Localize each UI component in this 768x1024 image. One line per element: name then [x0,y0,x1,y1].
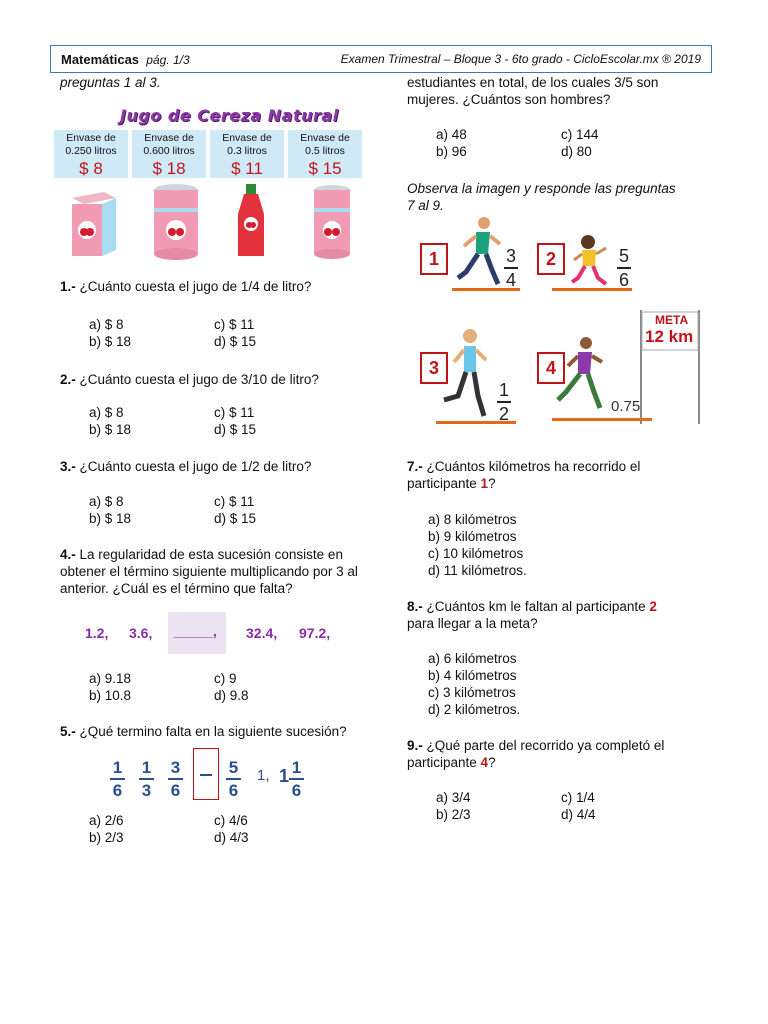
runner-number-4: 4 [537,352,565,384]
header-exam-title: Examen Trimestral – Bloque 3 - 6to grado - CicloEscolar.mx ® 2019 [340,52,701,66]
option-c[interactable]: c) 144 [561,127,599,142]
option-b[interactable]: b) 2/3 [89,830,124,845]
sequence-term: 1.2, [85,625,109,641]
runner-number-1: 1 [420,243,448,275]
fraction: 1 6 [289,758,304,800]
meta-label: META [655,313,689,327]
option-c[interactable]: c) 3 kilómetros [428,685,516,700]
fraction: 3 6 [168,758,183,800]
question-9: 9.- ¿Qué parte del recorrido ya completó el participante 4? [407,738,665,770]
question-2: 2.- ¿Cuánto cuesta el jugo de 3/10 de litro? [60,372,319,387]
question-8-options [428,650,520,718]
option-d[interactable]: d) 11 kilómetros. [428,563,527,578]
option-c[interactable]: c) $ 11 [214,405,255,420]
option-a[interactable]: a) 8 kilómetros [428,512,517,527]
option-a[interactable]: a) 9.18 [89,671,132,686]
question-7: 7.- ¿Cuántos kilómetros ha recorrido el participante 1? [407,459,641,491]
option-d[interactable]: d) 9.8 [214,688,249,703]
option-a[interactable]: a) 2/6 [89,813,124,828]
option-d[interactable]: d) 80 [561,144,592,159]
runner-2-fraction: 5 6 [618,246,629,290]
runner-1-icon [452,214,504,290]
sequence-term: 97.2, [299,625,331,641]
meta-distance: 12 km [645,327,694,346]
juice-bottle-icon [238,184,264,256]
option-a[interactable]: a) 6 kilómetros [428,651,517,666]
price-box: Envase de 0.3 litros $ 11 [210,130,284,178]
option-b[interactable]: b) 10.8 [89,688,132,703]
option-c[interactable]: c) 1/4 [561,790,595,805]
option-b[interactable]: b) $ 18 [89,422,132,437]
option-a[interactable]: a) $ 8 [89,317,124,332]
option-b[interactable]: b) 96 [436,144,467,159]
question-3-options [89,493,334,527]
track-line [552,418,652,421]
runner-number-3: 3 [420,352,448,384]
option-b[interactable]: b) $ 18 [89,334,132,349]
fraction: 1 3 [139,758,154,800]
price-box: Envase de 0.600 litros $ 18 [132,130,206,178]
juice-carton-icon [72,192,116,256]
runner-4-icon [552,334,610,416]
option-b[interactable]: b) $ 18 [89,511,132,526]
option-a[interactable]: a) 3/4 [436,790,471,805]
option-d[interactable]: d) 4/3 [214,830,249,845]
option-a[interactable]: a) 48 [436,127,467,142]
runner-4-decimal: 0.75 [611,398,641,415]
price-table [54,130,362,178]
question-2-options [89,404,334,438]
mixed-whole: 1 [279,766,290,786]
question-5: 5.- ¿Qué termino falta en la siguiente sucesión? [60,724,347,739]
sequence-term: 3.6, [129,625,153,641]
sequence-blank: _____, [174,623,217,639]
question-8: 8.- ¿Cuántos km le faltan al participante 2 para llegar a la meta? [407,599,657,631]
option-c[interactable]: c) $ 11 [214,494,255,509]
page-header [50,45,712,73]
juice-containers-illustration [54,180,374,262]
option-d[interactable]: d) $ 15 [214,422,257,437]
question-7-options [428,511,527,579]
runner-2-icon [568,234,612,290]
juice-can-icon [154,184,198,260]
juice-can-icon [314,185,350,259]
whole-number: 1, [257,767,270,784]
option-d[interactable]: d) $ 15 [214,511,257,526]
question-1-options [89,316,334,350]
price-box: Envase de 0.5 litros $ 15 [288,130,362,178]
question-9-options [436,789,681,823]
option-c[interactable]: c) 4/6 [214,813,248,828]
price-box: Envase de 0.250 litros $ 8 [54,130,128,178]
option-b[interactable]: b) 9 kilómetros [428,529,517,544]
option-c[interactable]: c) 9 [214,671,237,686]
sequence-term: 32.4, [246,625,278,641]
question-6-options [436,126,681,160]
missing-fraction-box [193,748,219,800]
runner-3-icon [440,326,496,422]
fraction: 1 6 [110,758,125,800]
option-c[interactable]: c) $ 11 [214,317,255,332]
fraction: 5 6 [226,758,241,800]
option-a[interactable]: a) $ 8 [89,405,124,420]
runner-3-fraction: 1 2 [498,380,509,424]
option-d[interactable]: d) 4/4 [561,807,596,822]
question-6-text: estudiantes en total, de los cuales 3/5 son mujeres. ¿Cuántos son hombres? [407,75,659,107]
header-subject: Matemáticas pág. 1/3 [61,52,190,67]
intro-text: preguntas 1 al 3. [60,75,161,90]
option-a[interactable]: a) $ 8 [89,494,124,509]
runner-1-fraction: 3 4 [505,246,516,290]
question-3: 3.- ¿Cuánto cuesta el jugo de 1/2 de litro? [60,459,312,474]
option-c[interactable]: c) 10 kilómetros [428,546,524,561]
juice-title: Jugo de Cereza Natural [120,106,339,125]
question-1: 1.- ¿Cuánto cuesta el jugo de 1/4 de litro? [60,279,312,294]
option-b[interactable]: b) 4 kilómetros [428,668,517,683]
option-b[interactable]: b) 2/3 [436,807,471,822]
option-d[interactable]: d) 2 kilómetros. [428,702,521,717]
observe-instruction: Observa la imagen y responde las preguntas 7 al 9. [407,181,676,213]
question-5-options [89,812,334,846]
option-d[interactable]: d) $ 15 [214,334,257,349]
runner-number-2: 2 [537,243,565,275]
question-4-options [89,670,334,704]
question-4: 4.- La regularidad de esta sucesión consiste en obtener el término siguiente multiplicando por 3 al anterior. ¿Cuál es el término que falta? [60,547,358,596]
